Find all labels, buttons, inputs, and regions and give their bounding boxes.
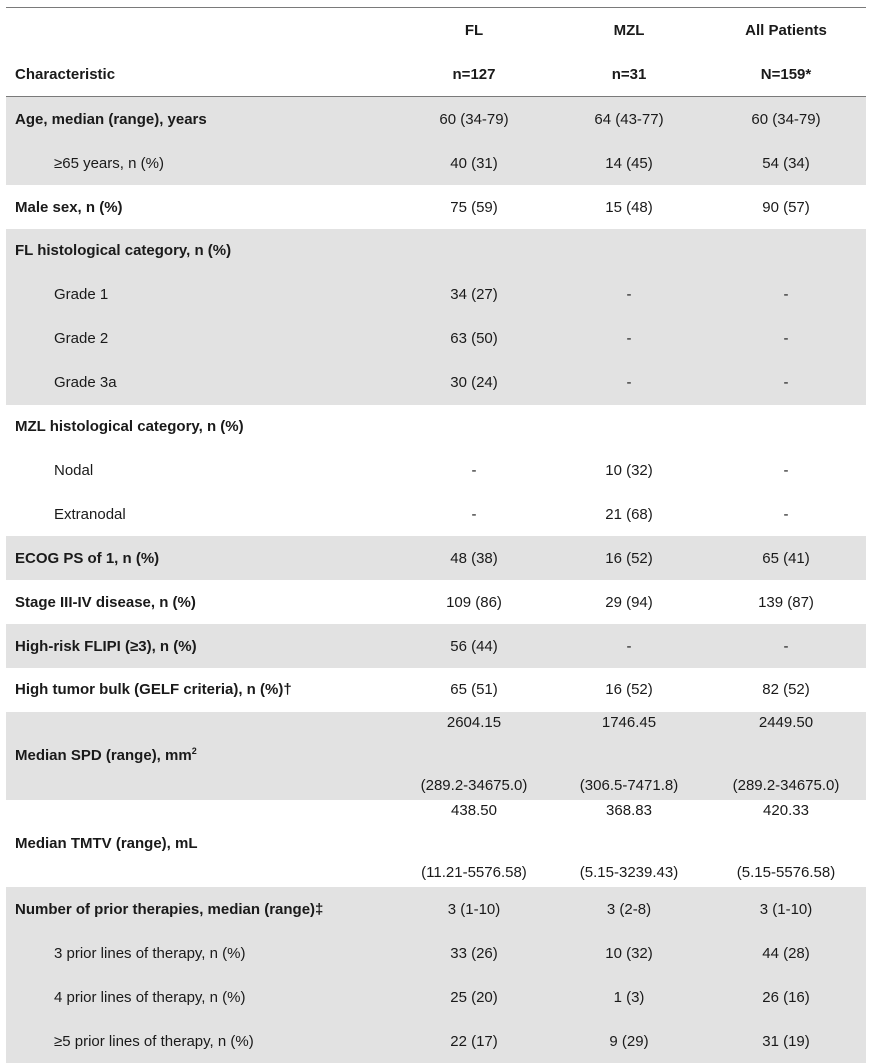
table-row bbox=[6, 536, 866, 580]
cell-mzl: 29 (94) bbox=[605, 593, 653, 611]
row-label-text: Median SPD (range), mm bbox=[15, 747, 192, 765]
cell-mzl: 14 (45) bbox=[605, 154, 653, 172]
row-label: Nodal bbox=[54, 461, 94, 479]
cell-all: - bbox=[783, 461, 789, 479]
table-row bbox=[6, 492, 866, 536]
row-label: Grade 3a bbox=[54, 374, 117, 392]
cell-range: (5.15-3239.43) bbox=[579, 864, 679, 882]
cell-fl: 30 (24) bbox=[450, 374, 498, 392]
cell-value: 1746.45 bbox=[601, 713, 657, 731]
cell-fl: 60 (34-79) bbox=[439, 110, 509, 128]
table-row bbox=[6, 273, 866, 317]
cell-fl: 40 (31) bbox=[450, 154, 498, 172]
cell-value: 368.83 bbox=[606, 801, 652, 819]
cell-mzl: 16 (52) bbox=[605, 681, 653, 699]
header-all: All Patients bbox=[745, 21, 827, 39]
cell-mzl: 15 (48) bbox=[605, 198, 653, 216]
row-label: ≥5 prior lines of therapy, n (%) bbox=[54, 1032, 254, 1050]
header-mzl-n: n=31 bbox=[611, 65, 647, 83]
cell-all: 54 (34) bbox=[762, 154, 810, 172]
cell-range: (289.2-34675.0) bbox=[732, 776, 840, 794]
cell-fl: 33 (26) bbox=[450, 944, 498, 962]
header-fl-n: n=127 bbox=[452, 65, 496, 83]
row-label: Extranodal bbox=[54, 505, 126, 523]
table-row bbox=[6, 229, 866, 273]
cell-range: (306.5-7471.8) bbox=[579, 776, 679, 794]
table-row bbox=[6, 975, 866, 1019]
cell-all: 82 (52) bbox=[762, 681, 810, 699]
cell-range: (5.15-5576.58) bbox=[736, 864, 836, 882]
cell-all: 26 (16) bbox=[762, 988, 810, 1006]
row-label: 3 prior lines of therapy, n (%) bbox=[54, 944, 246, 962]
table-row bbox=[6, 800, 866, 888]
cell-mzl: - bbox=[626, 286, 632, 304]
row-label: Male sex, n (%) bbox=[15, 198, 123, 216]
row-label: ECOG PS of 1, n (%) bbox=[15, 549, 160, 567]
cell-value: 2449.50 bbox=[758, 713, 814, 731]
cell-range: (11.21-5576.58) bbox=[421, 864, 527, 882]
cell-fl: 63 (50) bbox=[450, 330, 498, 348]
cell-all: 90 (57) bbox=[762, 198, 810, 216]
cell-fl bbox=[396, 712, 552, 800]
cell-range: (289.2-34675.0) bbox=[420, 776, 528, 794]
table-row bbox=[6, 712, 866, 800]
cell-mzl: - bbox=[626, 637, 632, 655]
table-row bbox=[6, 931, 866, 975]
header-characteristic: Characteristic bbox=[15, 65, 116, 83]
row-label: Number of prior therapies, median (range)‡ bbox=[15, 900, 324, 918]
table-row bbox=[6, 405, 866, 449]
table-row bbox=[6, 668, 866, 712]
cell-fl: 75 (59) bbox=[450, 198, 498, 216]
row-label: ≥65 years, n (%) bbox=[54, 154, 164, 172]
table-row bbox=[6, 449, 866, 493]
cell-fl: - bbox=[471, 505, 477, 523]
cell-fl: - bbox=[471, 461, 477, 479]
cell-fl: 22 (17) bbox=[450, 1032, 498, 1050]
table-row bbox=[6, 887, 866, 931]
table-row bbox=[6, 141, 866, 185]
cell-fl: 25 (20) bbox=[450, 988, 498, 1006]
cell-mzl: 3 (2-8) bbox=[606, 900, 652, 918]
header-row-top bbox=[6, 8, 866, 52]
cell-mzl bbox=[552, 712, 706, 800]
row-label: 4 prior lines of therapy, n (%) bbox=[54, 988, 246, 1006]
table-row bbox=[6, 580, 866, 624]
row-label: Grade 1 bbox=[54, 286, 109, 304]
cell-all: - bbox=[783, 286, 789, 304]
cell-mzl: - bbox=[626, 374, 632, 392]
row-label: High tumor bulk (GELF criteria), n (%)† bbox=[15, 681, 292, 699]
cell-mzl: 1 (3) bbox=[613, 988, 645, 1006]
cell-all bbox=[706, 712, 866, 800]
cell-mzl: 16 (52) bbox=[605, 549, 653, 567]
header-mzl: MZL bbox=[613, 21, 645, 39]
cell-all: 44 (28) bbox=[762, 944, 810, 962]
cell-fl: 34 (27) bbox=[450, 286, 498, 304]
cell-mzl: - bbox=[626, 330, 632, 348]
row-label: Stage III-IV disease, n (%) bbox=[15, 593, 196, 611]
cell-fl: 65 (51) bbox=[450, 681, 498, 699]
table-row bbox=[6, 1019, 866, 1063]
row-label: Age, median (range), years bbox=[15, 110, 207, 128]
table-row bbox=[6, 361, 866, 405]
cell-mzl: 10 (32) bbox=[605, 944, 653, 962]
row-label: FL histological category, n (%) bbox=[15, 242, 232, 260]
cell-all: - bbox=[783, 637, 789, 655]
table-row bbox=[6, 317, 866, 361]
cell-fl: 56 (44) bbox=[450, 637, 498, 655]
row-label: High-risk FLIPI (≥3), n (%) bbox=[15, 637, 197, 655]
cell-mzl: 64 (43-77) bbox=[594, 110, 664, 128]
cell-all: - bbox=[783, 330, 789, 348]
cell-all: 60 (34-79) bbox=[751, 110, 821, 128]
header-all-n: N=159* bbox=[760, 65, 812, 83]
row-label: Grade 2 bbox=[54, 330, 109, 348]
characteristics-table bbox=[6, 7, 866, 1063]
header-fl: FL bbox=[464, 21, 484, 39]
cell-all: - bbox=[783, 374, 789, 392]
cell-value: 438.50 bbox=[451, 801, 497, 819]
cell-all: 3 (1-10) bbox=[759, 900, 813, 918]
superscript: 2 bbox=[191, 746, 197, 757]
cell-fl: 3 (1-10) bbox=[447, 900, 501, 918]
cell-all: 31 (19) bbox=[762, 1032, 810, 1050]
table-row bbox=[6, 97, 866, 141]
header-row-bottom bbox=[6, 52, 866, 97]
cell-all: - bbox=[783, 505, 789, 523]
cell-fl: 109 (86) bbox=[446, 593, 502, 611]
row-label bbox=[6, 747, 396, 764]
cell-all bbox=[706, 800, 866, 888]
cell-mzl bbox=[552, 800, 706, 888]
cell-all: 65 (41) bbox=[762, 549, 810, 567]
cell-fl bbox=[396, 800, 552, 888]
cell-value: 2604.15 bbox=[446, 713, 502, 731]
cell-mzl: 21 (68) bbox=[605, 505, 653, 523]
cell-mzl: 9 (29) bbox=[609, 1032, 649, 1050]
cell-mzl: 10 (32) bbox=[605, 461, 653, 479]
table-row bbox=[6, 624, 866, 668]
cell-all: 139 (87) bbox=[758, 593, 814, 611]
table-row bbox=[6, 185, 866, 229]
row-label: Median TMTV (range), mL bbox=[15, 835, 198, 853]
cell-value: 420.33 bbox=[763, 801, 809, 819]
row-label: MZL histological category, n (%) bbox=[15, 418, 244, 436]
cell-fl: 48 (38) bbox=[450, 549, 498, 567]
